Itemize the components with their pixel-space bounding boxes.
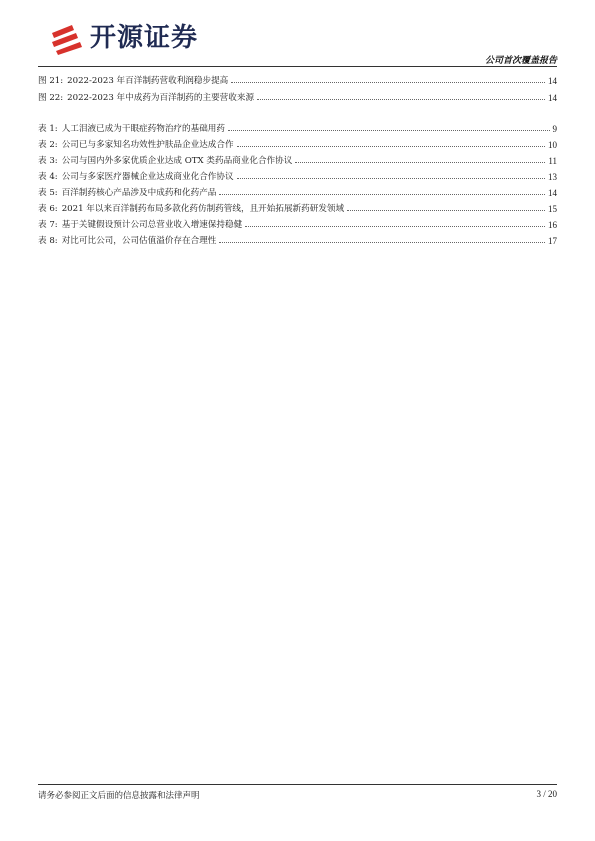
toc-entry-page: 16 [548,220,557,230]
toc-entry-page: 14 [548,76,557,86]
toc-leader-dots [228,130,550,131]
footer-disclaimer: 请务必参阅正文后面的信息披露和法律声明 [38,791,200,801]
toc-entry-title: 2021 年以来百洋制药布局多款化药仿制药管线，且开始拓展新药研发领域 [61,204,345,214]
company-logo [50,20,198,56]
toc-entry-table-7[interactable] [38,216,557,230]
toc-entry-table-1[interactable] [38,120,557,134]
toc-entry-table-3[interactable] [38,152,557,166]
toc-entry-label: 表 7: [38,220,58,230]
toc-entry-label: 表 8: [38,236,58,246]
toc-entry-page: 13 [548,172,557,182]
toc-entry-figure-22[interactable] [38,89,557,103]
toc-leader-dots [237,146,545,147]
toc-entry-page: 10 [548,140,557,150]
logo-mark-icon [50,21,84,55]
toc-entry-title: 公司与国内外多家优质企业达成 OTX 类药品商业化合作协议 [61,156,293,166]
toc-entry-title: 公司已与多家知名功效性护肤品企业达成合作 [61,140,234,150]
toc-entry-title: 2022-2023 年百洋制药营收利润稳步提高 [67,76,229,86]
toc-entry-table-5[interactable] [38,184,557,198]
toc-entry-page: 14 [548,93,557,103]
toc-entry-table-4[interactable] [38,168,557,182]
toc-entry-table-2[interactable] [38,136,557,150]
toc-entry-page: 11 [548,156,557,166]
toc-entry-label: 表 3: [38,156,58,166]
toc-leader-dots [231,82,545,83]
toc-entry-label: 图 22: [38,93,64,103]
toc-leader-dots [245,226,545,227]
toc-entry-page: 17 [548,236,557,246]
toc-entry-title: 公司与多家医疗器械企业达成商业化合作协议 [61,172,234,182]
toc-leader-dots [219,194,545,195]
page-header [0,0,595,70]
toc-entry-title: 2022-2023 年中成药为百洋制药的主要营收来源 [67,93,255,103]
toc-entry-title: 人工泪液已成为干眼症药物治疗的基础用药 [61,124,225,134]
toc-entry-page: 9 [552,124,557,134]
toc-entry-page: 15 [548,204,557,214]
toc-leader-dots [257,99,545,100]
toc-entry-title: 基于关键假设预计公司总营业收入增速保持稳健 [61,220,243,230]
toc-entry-title: 对比可比公司，公司估值溢价存在合理性 [61,236,217,246]
toc-leader-dots [295,162,545,163]
footer-divider [38,784,557,785]
toc-entry-page: 14 [548,188,557,198]
header-divider [38,66,557,67]
toc-entry-title: 百洋制药核心产品涉及中成药和化药产品 [61,188,217,198]
toc-leader-dots [237,178,545,179]
toc-leader-dots [219,242,545,243]
page-number: 3 / 20 [536,789,557,799]
toc-entry-label: 表 2: [38,140,58,150]
toc-entry-label: 表 1: [38,124,58,134]
toc-entry-table-6[interactable] [38,200,557,214]
toc-leader-dots [347,210,545,211]
toc-entry-label: 表 6: [38,204,58,214]
toc-entry-label: 表 5: [38,188,58,198]
report-type-label: 公司首次覆盖报告 [484,56,557,66]
toc-entry-figure-21[interactable] [38,72,557,86]
toc-entry-label: 图 21: [38,76,64,86]
toc-entry-label: 表 4: [38,172,58,182]
logo-text: 开源证券 [90,23,199,53]
toc-entry-table-8[interactable] [38,232,557,246]
